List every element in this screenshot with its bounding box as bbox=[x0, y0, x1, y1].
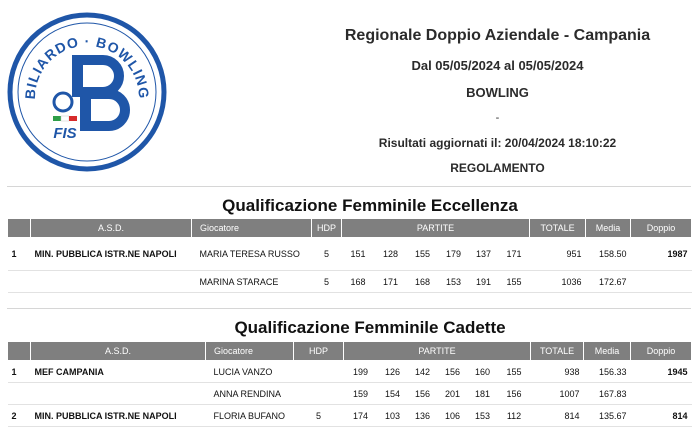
row-asd: MIN. PUBBLICA ISTR.NE NAPOLI bbox=[31, 405, 206, 427]
row-game-5: 191 bbox=[469, 271, 499, 293]
row-game-2: 154 bbox=[378, 383, 408, 405]
row-game-3: 155 bbox=[407, 238, 439, 271]
row-doppio bbox=[631, 383, 692, 405]
row-pos bbox=[8, 271, 31, 293]
row-media: 158.50 bbox=[586, 238, 631, 271]
separator-dash: - bbox=[495, 112, 500, 124]
row-game-5: 181 bbox=[468, 383, 498, 405]
section-title-cadette: Qualificazione Femminile Cadette bbox=[234, 318, 506, 337]
table-row bbox=[8, 271, 692, 293]
row-game-4: 153 bbox=[439, 271, 469, 293]
row-media: 156.33 bbox=[584, 361, 631, 383]
row-game-2: 103 bbox=[378, 405, 408, 427]
logo-fis-text: FIS bbox=[53, 125, 77, 142]
section-title-eccellenza: Qualificazione Femminile Eccellenza bbox=[222, 196, 518, 215]
row-hdp: 5 bbox=[312, 271, 342, 293]
col-totale: TOTALE bbox=[530, 219, 586, 238]
row-totale: 1036 bbox=[530, 271, 586, 293]
row-game-6: 155 bbox=[498, 361, 531, 383]
row-game-1: 159 bbox=[344, 383, 378, 405]
table-row bbox=[8, 405, 692, 427]
table-row bbox=[8, 361, 692, 383]
col-pos bbox=[8, 219, 31, 238]
col-totale: TOTALE bbox=[531, 342, 584, 361]
row-media: 167.83 bbox=[584, 383, 631, 405]
row-game-6: 155 bbox=[499, 271, 530, 293]
row-asd: MIN. PUBBLICA ISTR.NE NAPOLI bbox=[31, 238, 192, 271]
row-game-5: 137 bbox=[469, 238, 499, 271]
row-totale: 814 bbox=[531, 405, 584, 427]
regolamento-link[interactable]: REGOLAMENTO bbox=[450, 161, 545, 175]
col-hdp: HDP bbox=[312, 219, 342, 238]
row-player: ANNA RENDINA bbox=[206, 383, 294, 405]
row-game-6: 171 bbox=[499, 238, 530, 271]
col-partite: PARTITE bbox=[342, 219, 530, 238]
table-header-row bbox=[8, 342, 692, 361]
logo-arc-text: BILIARDO · BOWLING bbox=[21, 32, 153, 100]
col-doppio: Doppio bbox=[631, 219, 692, 238]
row-game-1: 151 bbox=[342, 238, 375, 271]
discipline: BOWLING bbox=[466, 85, 529, 100]
row-game-4: 156 bbox=[438, 361, 468, 383]
results-table-cadette bbox=[7, 341, 692, 427]
col-hdp: HDP bbox=[294, 342, 344, 361]
row-game-5: 160 bbox=[468, 361, 498, 383]
divider bbox=[7, 308, 691, 309]
row-doppio: 1945 bbox=[631, 361, 692, 383]
row-game-2: 126 bbox=[378, 361, 408, 383]
col-media: Media bbox=[584, 342, 631, 361]
row-game-3: 168 bbox=[407, 271, 439, 293]
row-media: 135.67 bbox=[584, 405, 631, 427]
row-player: FLORIA BUFANO bbox=[206, 405, 294, 427]
col-partite: PARTITE bbox=[344, 342, 531, 361]
row-pos: 1 bbox=[8, 361, 31, 383]
row-doppio: 814 bbox=[631, 405, 692, 427]
row-player: MARINA STARACE bbox=[192, 271, 312, 293]
update-timestamp: Risultati aggiornati il: 20/04/2024 18:10:22 bbox=[378, 136, 617, 150]
col-asd: A.S.D. bbox=[31, 342, 206, 361]
page-title: Regionale Doppio Aziendale - Campania bbox=[344, 27, 651, 44]
row-totale: 951 bbox=[530, 238, 586, 271]
col-player: Giocatore bbox=[206, 342, 294, 361]
row-hdp: 5 bbox=[294, 405, 344, 427]
row-hdp bbox=[294, 383, 344, 405]
row-game-3: 142 bbox=[408, 361, 438, 383]
divider bbox=[7, 186, 691, 187]
row-game-5: 153 bbox=[468, 405, 498, 427]
event-dates: Dal 05/05/2024 al 05/05/2024 bbox=[411, 58, 584, 73]
row-game-1: 199 bbox=[344, 361, 378, 383]
table-row bbox=[8, 383, 692, 405]
table-row bbox=[8, 238, 692, 271]
row-totale: 1007 bbox=[531, 383, 584, 405]
row-game-2: 171 bbox=[375, 271, 407, 293]
row-hdp: 5 bbox=[312, 238, 342, 271]
row-asd bbox=[31, 271, 192, 293]
col-asd: A.S.D. bbox=[31, 219, 192, 238]
row-game-1: 174 bbox=[344, 405, 378, 427]
col-doppio: Doppio bbox=[631, 342, 692, 361]
row-game-3: 136 bbox=[408, 405, 438, 427]
col-player: Giocatore bbox=[192, 219, 312, 238]
row-media: 172.67 bbox=[586, 271, 631, 293]
table-header-row bbox=[8, 219, 692, 238]
row-asd bbox=[31, 383, 206, 405]
row-doppio: 1987 bbox=[631, 238, 692, 271]
row-game-1: 168 bbox=[342, 271, 375, 293]
row-pos: 1 bbox=[8, 238, 31, 271]
row-asd: MEF CAMPANIA bbox=[31, 361, 206, 383]
row-pos: 2 bbox=[8, 405, 31, 427]
results-table-eccellenza bbox=[7, 218, 692, 293]
row-game-4: 106 bbox=[438, 405, 468, 427]
row-player: MARIA TERESA RUSSO bbox=[192, 238, 312, 271]
row-game-2: 128 bbox=[375, 238, 407, 271]
row-game-4: 179 bbox=[439, 238, 469, 271]
col-pos bbox=[8, 342, 31, 361]
row-game-6: 112 bbox=[498, 405, 531, 427]
row-doppio bbox=[631, 271, 692, 293]
row-player: LUCIA VANZO bbox=[206, 361, 294, 383]
row-hdp bbox=[294, 361, 344, 383]
row-game-3: 156 bbox=[408, 383, 438, 405]
row-totale: 938 bbox=[531, 361, 584, 383]
row-game-6: 156 bbox=[498, 383, 531, 405]
col-media: Media bbox=[586, 219, 631, 238]
fis-logo bbox=[7, 12, 167, 172]
row-pos bbox=[8, 383, 31, 405]
row-game-4-highlight: 201 bbox=[438, 383, 468, 405]
